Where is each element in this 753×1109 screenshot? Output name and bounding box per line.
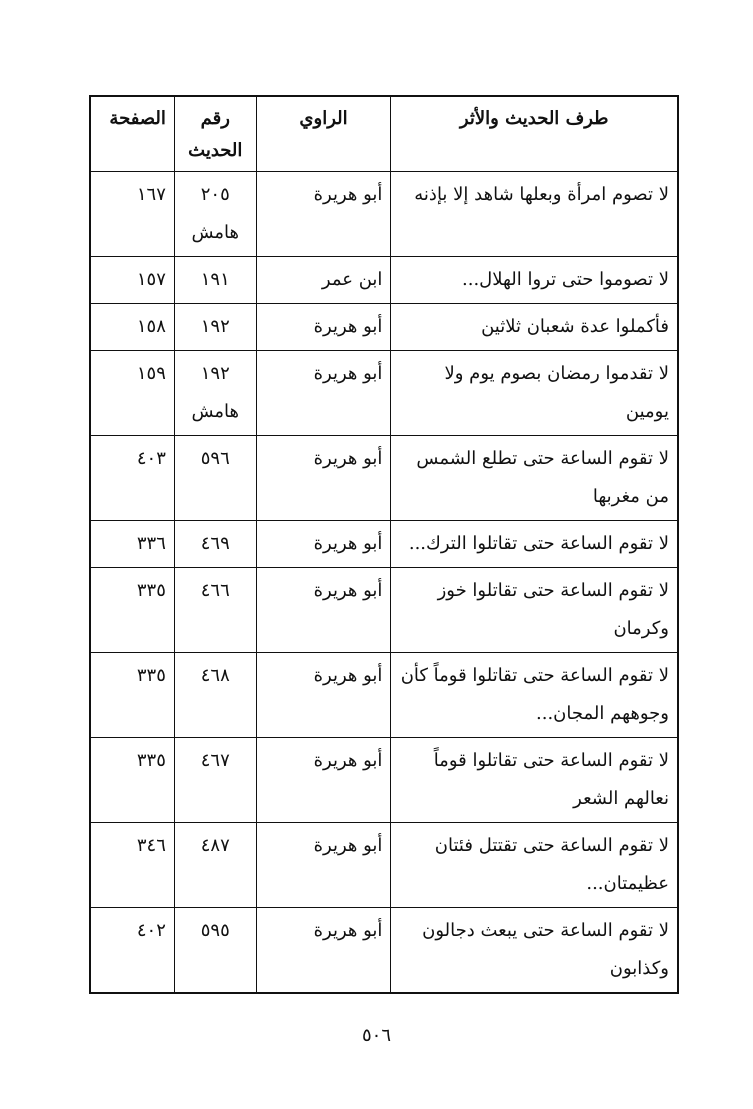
page-cell: ١٦٧ (90, 172, 174, 257)
header-number-line2: الحديث (188, 140, 243, 161)
margin-note: هامش (191, 401, 240, 422)
table-row (90, 304, 678, 351)
table-row (90, 568, 678, 653)
table-header-row (90, 96, 678, 172)
page-cell: ٣٤٦ (90, 823, 174, 908)
hadith-cell: لا تقوم الساعة حتى يبعث دجالون وكذابون (391, 908, 678, 994)
table-row (90, 738, 678, 823)
rawi-cell: أبو هريرة (256, 568, 391, 653)
page-cell: ١٥٨ (90, 304, 174, 351)
hadith-number: ١٩١ (200, 269, 230, 290)
number-cell (174, 653, 256, 738)
page-cell: ٣٣٥ (90, 653, 174, 738)
margin-note: هامش (191, 222, 240, 243)
hadith-number: ٤٦٩ (200, 533, 230, 554)
rawi-cell: أبو هريرة (256, 653, 391, 738)
page-number: ٥٠٦ (361, 1025, 391, 1046)
number-cell (174, 304, 256, 351)
rawi-cell: أبو هريرة (256, 436, 391, 521)
hadith-number: ٤٦٧ (200, 750, 230, 771)
number-cell (174, 351, 256, 436)
number-cell (174, 436, 256, 521)
hadith-index-table (89, 95, 679, 994)
hadith-cell: لا تقوم الساعة حتى تقتتل فئتان عظيمتان... (391, 823, 678, 908)
hadith-number: ٥٩٦ (200, 448, 230, 469)
table-row (90, 653, 678, 738)
page-cell: ٤٠٣ (90, 436, 174, 521)
number-cell (174, 568, 256, 653)
rawi-cell: أبو هريرة (256, 521, 391, 568)
table-row (90, 436, 678, 521)
number-cell (174, 823, 256, 908)
number-cell (174, 172, 256, 257)
table-row (90, 521, 678, 568)
header-hadith: طرف الحديث والأثر (391, 96, 678, 172)
number-cell (174, 521, 256, 568)
table-row (90, 172, 678, 257)
header-page: الصفحة (90, 96, 174, 172)
hadith-number: ٥٩٥ (200, 920, 230, 941)
header-hadith-number (174, 96, 256, 172)
page-cell: ٣٣٥ (90, 568, 174, 653)
hadith-cell: لا تقوم الساعة حتى تقاتلوا قوماً نعالهم الشعر (391, 738, 678, 823)
hadith-cell: لا تصوموا حتى تروا الهلال... (391, 257, 678, 304)
page-cell: ١٥٩ (90, 351, 174, 436)
rawi-cell: أبو هريرة (256, 738, 391, 823)
hadith-cell: لا تقوم الساعة حتى تقاتلوا الترك... (391, 521, 678, 568)
header-rawi: الراوي (256, 96, 391, 172)
rawi-cell: أبو هريرة (256, 908, 391, 994)
hadith-cell: لا تقوم الساعة حتى تطلع الشمس من مغربها (391, 436, 678, 521)
hadith-number: ٤٦٦ (200, 580, 230, 601)
page-cell: ٣٣٥ (90, 738, 174, 823)
hadith-number: ١٩٢ (200, 316, 230, 337)
header-number-line1: رقم (200, 108, 230, 129)
hadith-cell: لا تقدموا رمضان بصوم يوم ولا يومين (391, 351, 678, 436)
hadith-number: ٢٠٥ (200, 184, 230, 205)
table-row (90, 823, 678, 908)
hadith-cell: فأكملوا عدة شعبان ثلاثين (391, 304, 678, 351)
rawi-cell: أبو هريرة (256, 823, 391, 908)
number-cell (174, 738, 256, 823)
hadith-number: ٤٦٨ (200, 665, 230, 686)
hadith-number: ١٩٢ (200, 363, 230, 384)
page-cell: ١٥٧ (90, 257, 174, 304)
rawi-cell: ابن عمر (256, 257, 391, 304)
rawi-cell: أبو هريرة (256, 304, 391, 351)
page-cell: ٣٣٦ (90, 521, 174, 568)
table-row (90, 257, 678, 304)
hadith-number: ٤٨٧ (200, 835, 230, 856)
number-cell (174, 257, 256, 304)
hadith-cell: لا تصوم امرأة وبعلها شاهد إلا بإذنه (391, 172, 678, 257)
rawi-cell: أبو هريرة (256, 351, 391, 436)
page-cell: ٤٠٢ (90, 908, 174, 994)
hadith-cell: لا تقوم الساعة حتى تقاتلوا خوز وكرمان (391, 568, 678, 653)
number-cell (174, 908, 256, 994)
table-row (90, 908, 678, 994)
hadith-cell: لا تقوم الساعة حتى تقاتلوا قوماً كأن وجوههم المجان... (391, 653, 678, 738)
table-row (90, 351, 678, 436)
rawi-cell: أبو هريرة (256, 172, 391, 257)
